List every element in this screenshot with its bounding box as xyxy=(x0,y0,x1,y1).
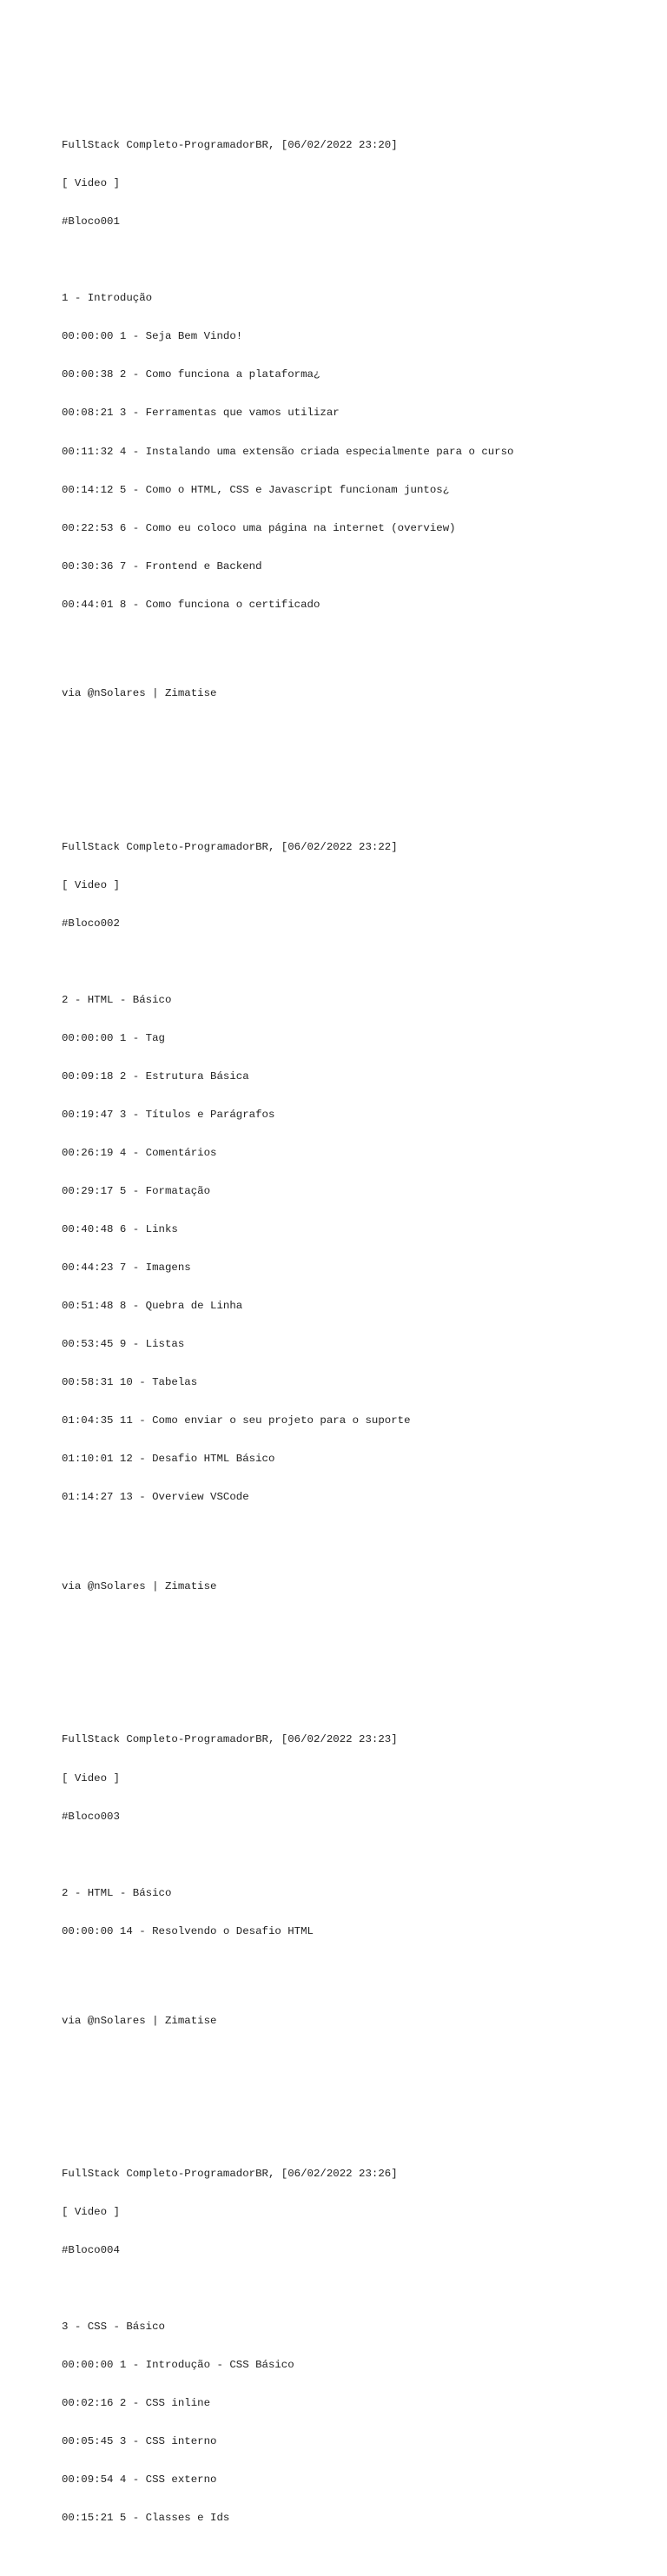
block-media-label: [ Video ] xyxy=(62,2205,120,2218)
block-tag[interactable]: #Bloco001 xyxy=(62,215,120,228)
via-credit[interactable]: via @nSolares | Zimatise xyxy=(62,687,217,700)
block-media-label: [ Video ] xyxy=(62,878,120,891)
timestamp-entry[interactable]: 00:14:12 5 - Como o HTML, CSS e Javascript funcionam juntos¿ xyxy=(62,483,450,496)
block-header: FullStack Completo-ProgramadorBR, [06/02/2022 23:20] xyxy=(62,139,398,152)
timestamp-entry[interactable]: 01:10:01 12 - Desafio HTML Básico xyxy=(62,1453,275,1466)
block-tag[interactable]: #Bloco004 xyxy=(62,2243,120,2256)
timestamp-entry[interactable]: 00:09:54 4 - CSS externo xyxy=(62,2473,217,2487)
timestamp-entry[interactable]: 00:53:45 9 - Listas xyxy=(62,1338,185,1351)
timestamp-entry[interactable]: 00:05:45 3 - CSS interno xyxy=(62,2435,217,2448)
video-block xyxy=(62,2142,652,2550)
timestamp-entry[interactable]: 00:22:53 6 - Como eu coloco uma página na internet (overview) xyxy=(62,521,456,534)
block-tag[interactable]: #Bloco003 xyxy=(62,1810,120,1823)
timestamp-entry[interactable]: 00:58:31 10 - Tabelas xyxy=(62,1376,198,1389)
timestamp-entry[interactable]: 00:00:00 14 - Resolvendo o Desafio HTML xyxy=(62,1924,314,1937)
timestamp-entry[interactable]: 00:00:00 1 - Seja Bem Vindo! xyxy=(62,330,243,343)
timestamp-entry[interactable]: 00:30:36 7 - Frontend e Backend xyxy=(62,560,262,573)
video-block xyxy=(62,114,652,765)
timestamp-entry[interactable]: 00:09:18 2 - Estrutura Básica xyxy=(62,1069,249,1083)
block-header: FullStack Completo-ProgramadorBR, [06/02/2022 23:23] xyxy=(62,1733,398,1746)
section-title: 2 - HTML - Básico xyxy=(62,1886,172,1899)
section-title: 1 - Introdução xyxy=(62,292,153,305)
timestamp-entry[interactable]: 00:02:16 2 - CSS inline xyxy=(62,2397,211,2409)
video-block xyxy=(62,1708,652,2090)
timestamp-entry[interactable]: 00:44:01 8 - Como funciona o certificado xyxy=(62,598,320,611)
timestamp-entry[interactable]: 00:15:21 5 - Classes e Ids xyxy=(62,2512,230,2525)
timestamp-entry[interactable]: 00:00:38 2 - Como funciona a plataforma¿ xyxy=(62,368,320,381)
section-title: 3 - CSS - Básico xyxy=(62,2320,165,2333)
block-tag[interactable]: #Bloco002 xyxy=(62,917,120,930)
timestamp-entry[interactable]: 00:08:21 3 - Ferramentas que vamos utilizar xyxy=(62,407,340,420)
block-media-label: [ Video ] xyxy=(62,1771,120,1785)
section-title: 2 - HTML - Básico xyxy=(62,993,172,1006)
block-media-label: [ Video ] xyxy=(62,177,120,190)
timestamp-entry[interactable]: 00:00:00 1 - Introdução - CSS Básico xyxy=(62,2358,294,2371)
timestamp-entry[interactable]: 00:19:47 3 - Títulos e Parágrafos xyxy=(62,1109,275,1122)
timestamp-entry[interactable]: 00:51:48 8 - Quebra de Linha xyxy=(62,1300,243,1313)
timestamp-entry[interactable]: 00:40:48 6 - Links xyxy=(62,1223,178,1236)
video-block xyxy=(62,815,652,1657)
timestamp-entry[interactable]: 00:44:23 7 - Imagens xyxy=(62,1262,191,1275)
via-credit[interactable]: via @nSolares | Zimatise xyxy=(62,1580,217,1593)
timestamp-entry[interactable]: 01:14:27 13 - Overview VSCode xyxy=(62,1491,249,1504)
timestamp-entry[interactable]: 01:04:35 11 - Como enviar o seu projeto para o suporte xyxy=(62,1414,411,1427)
timestamp-entry[interactable]: 00:00:00 1 - Tag xyxy=(62,1031,165,1044)
document-page xyxy=(62,63,652,2576)
timestamp-entry[interactable]: 00:11:32 4 - Instalando uma extensão criada especialmente para o curso xyxy=(62,445,514,458)
block-header: FullStack Completo-ProgramadorBR, [06/02/2022 23:22] xyxy=(62,840,398,853)
timestamp-entry[interactable]: 00:26:19 4 - Comentários xyxy=(62,1147,217,1160)
via-credit[interactable]: via @nSolares | Zimatise xyxy=(62,2014,217,2027)
block-header: FullStack Completo-ProgramadorBR, [06/02/2022 23:26] xyxy=(62,2167,398,2180)
timestamp-entry[interactable]: 00:29:17 5 - Formatação xyxy=(62,1185,211,1198)
